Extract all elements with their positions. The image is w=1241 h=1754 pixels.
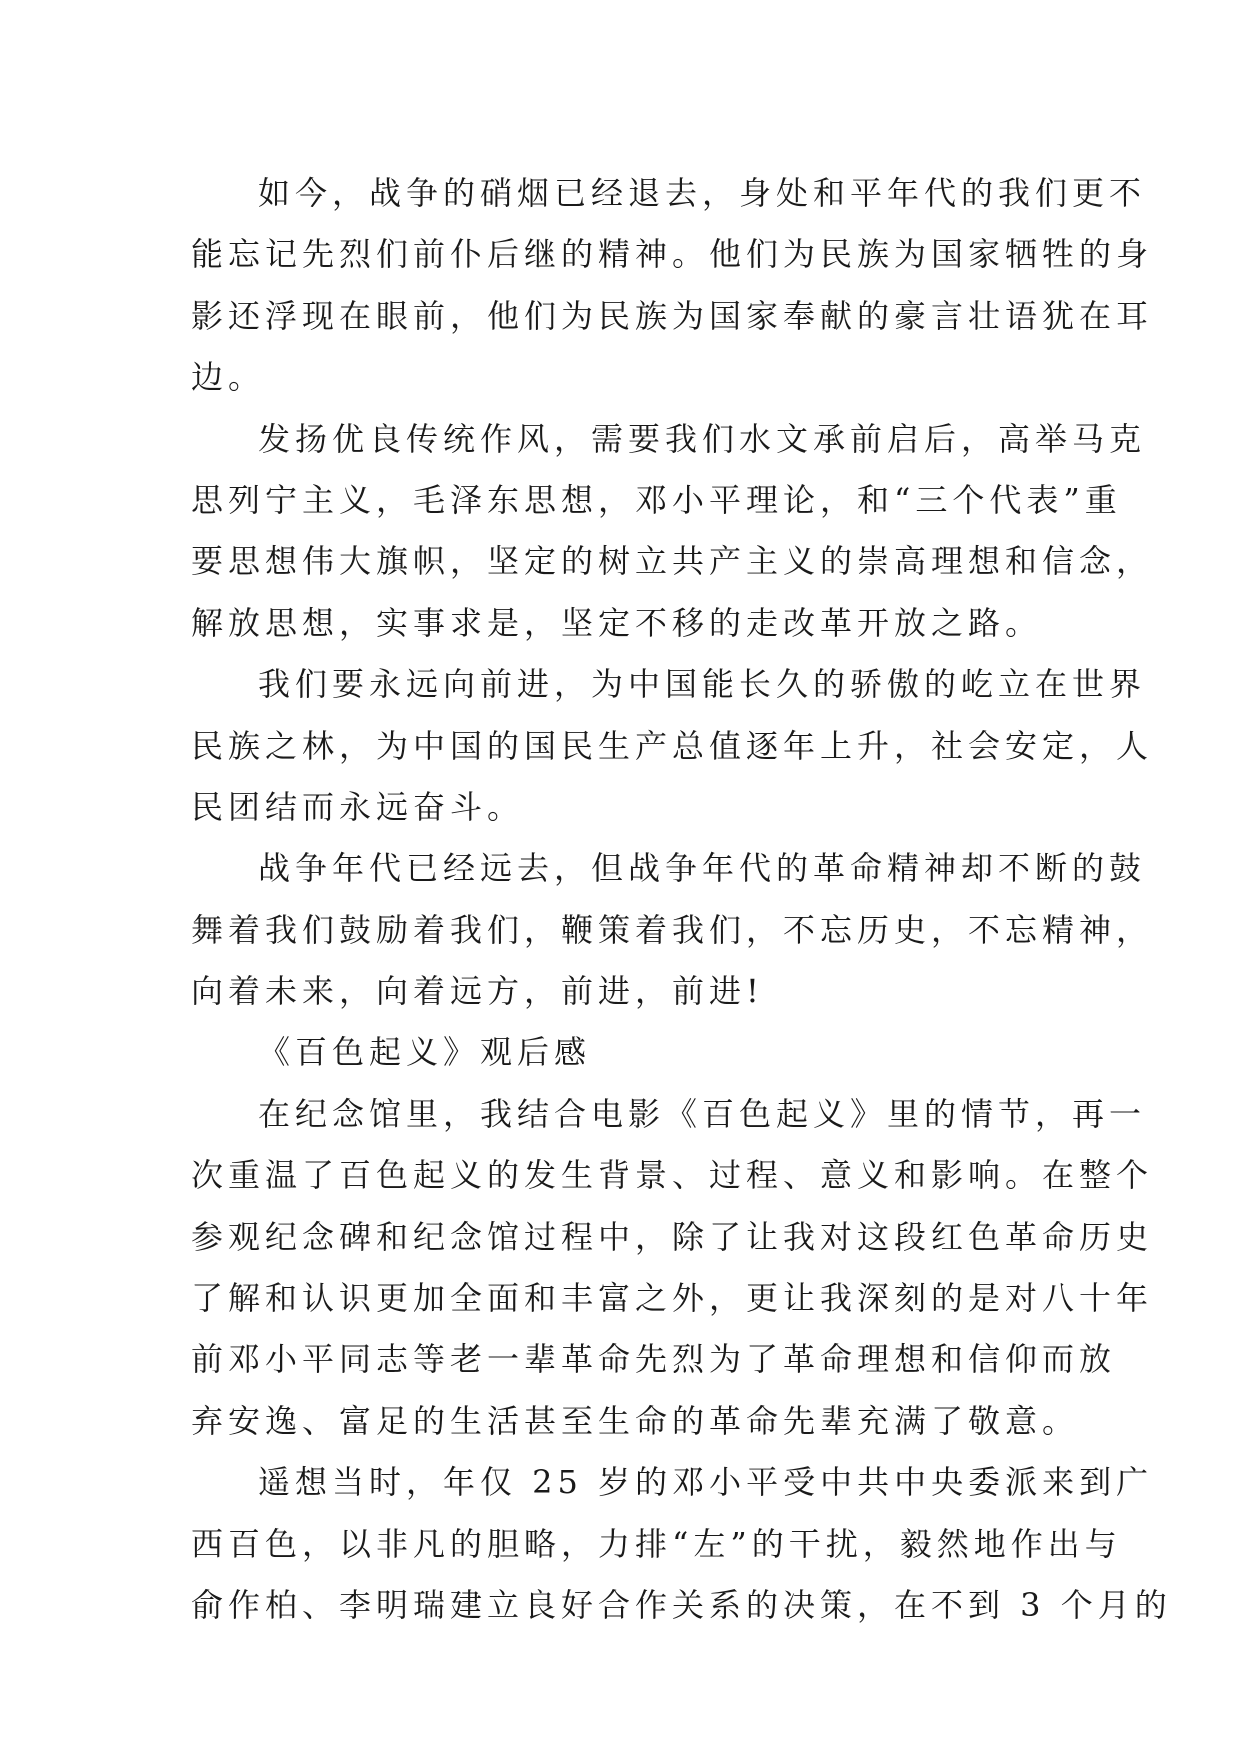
paragraph-line: 要思想伟大旗帜，坚定的树立共产主义的崇高理想和信念，	[191, 542, 1154, 581]
paragraph-line: 我们要永远向前进，为中国能长久的骄傲的屹立在世界	[258, 665, 1147, 704]
paragraph-line: 思列宁主义，毛泽东思想，邓小平理论，和“三个代表”重	[191, 480, 1122, 519]
paragraph-line: 在纪念馆里，我结合电影《百色起义》里的情节，再一	[258, 1094, 1147, 1133]
paragraph-line: 遥想当时，年仅 25 岁的邓小平受中共中央委派来到广	[258, 1463, 1154, 1502]
paragraph-line: 民团结而永远奋斗。	[191, 787, 525, 826]
paragraph-line: 舞着我们鼓励着我们，鞭策着我们，不忘历史，不忘精神，	[191, 910, 1154, 949]
paragraph-line: 俞作柏、李明瑞建立良好合作关系的决策，在不到 3 个月的	[191, 1585, 1172, 1624]
paragraph-line: 能忘记先烈们前仆后继的精神。他们为民族为国家牺牲的身	[191, 235, 1154, 274]
document-body	[191, 163, 1172, 1636]
paragraph-line: 西百色，以非凡的胆略，力排“左”的干扰，毅然地作出与	[191, 1524, 1122, 1563]
paragraph-line: 边。	[191, 358, 266, 397]
paragraph-line: 影还浮现在眼前，他们为民族为国家奉献的豪言壮语犹在耳	[191, 296, 1154, 335]
paragraph-line: 前邓小平同志等老一辈革命先烈为了革命理想和信仰而放	[191, 1340, 1117, 1379]
paragraph-line: 弃安逸、富足的生活甚至生命的革命先辈充满了敬意。	[191, 1401, 1080, 1440]
paragraph-line: 了解和认识更加全面和丰富之外，更让我深刻的是对八十年	[191, 1279, 1154, 1318]
paragraph-line: 解放思想，实事求是，坚定不移的走改革开放之路。	[191, 603, 1043, 642]
paragraph-line: 次重温了百色起义的发生背景、过程、意义和影响。在整个	[191, 1156, 1154, 1195]
section-title: 《百色起义》观后感	[258, 1033, 592, 1072]
paragraph-line: 战争年代已经远去，但战争年代的革命精神却不断的鼓	[258, 849, 1147, 888]
paragraph-line: 发扬优良传统作风，需要我们水文承前启后，高举马克	[258, 419, 1147, 458]
paragraph-line: 如今，战争的硝烟已经退去，身处和平年代的我们更不	[258, 174, 1147, 212]
paragraph-line: 参观纪念碑和纪念馆过程中，除了让我对这段红色革命历史	[191, 1217, 1154, 1256]
paragraph-line: 向着未来，向着远方，前进，前进!	[191, 972, 764, 1011]
paragraph-line: 民族之林，为中国的国民生产总值逐年上升，社会安定，人	[191, 726, 1154, 765]
